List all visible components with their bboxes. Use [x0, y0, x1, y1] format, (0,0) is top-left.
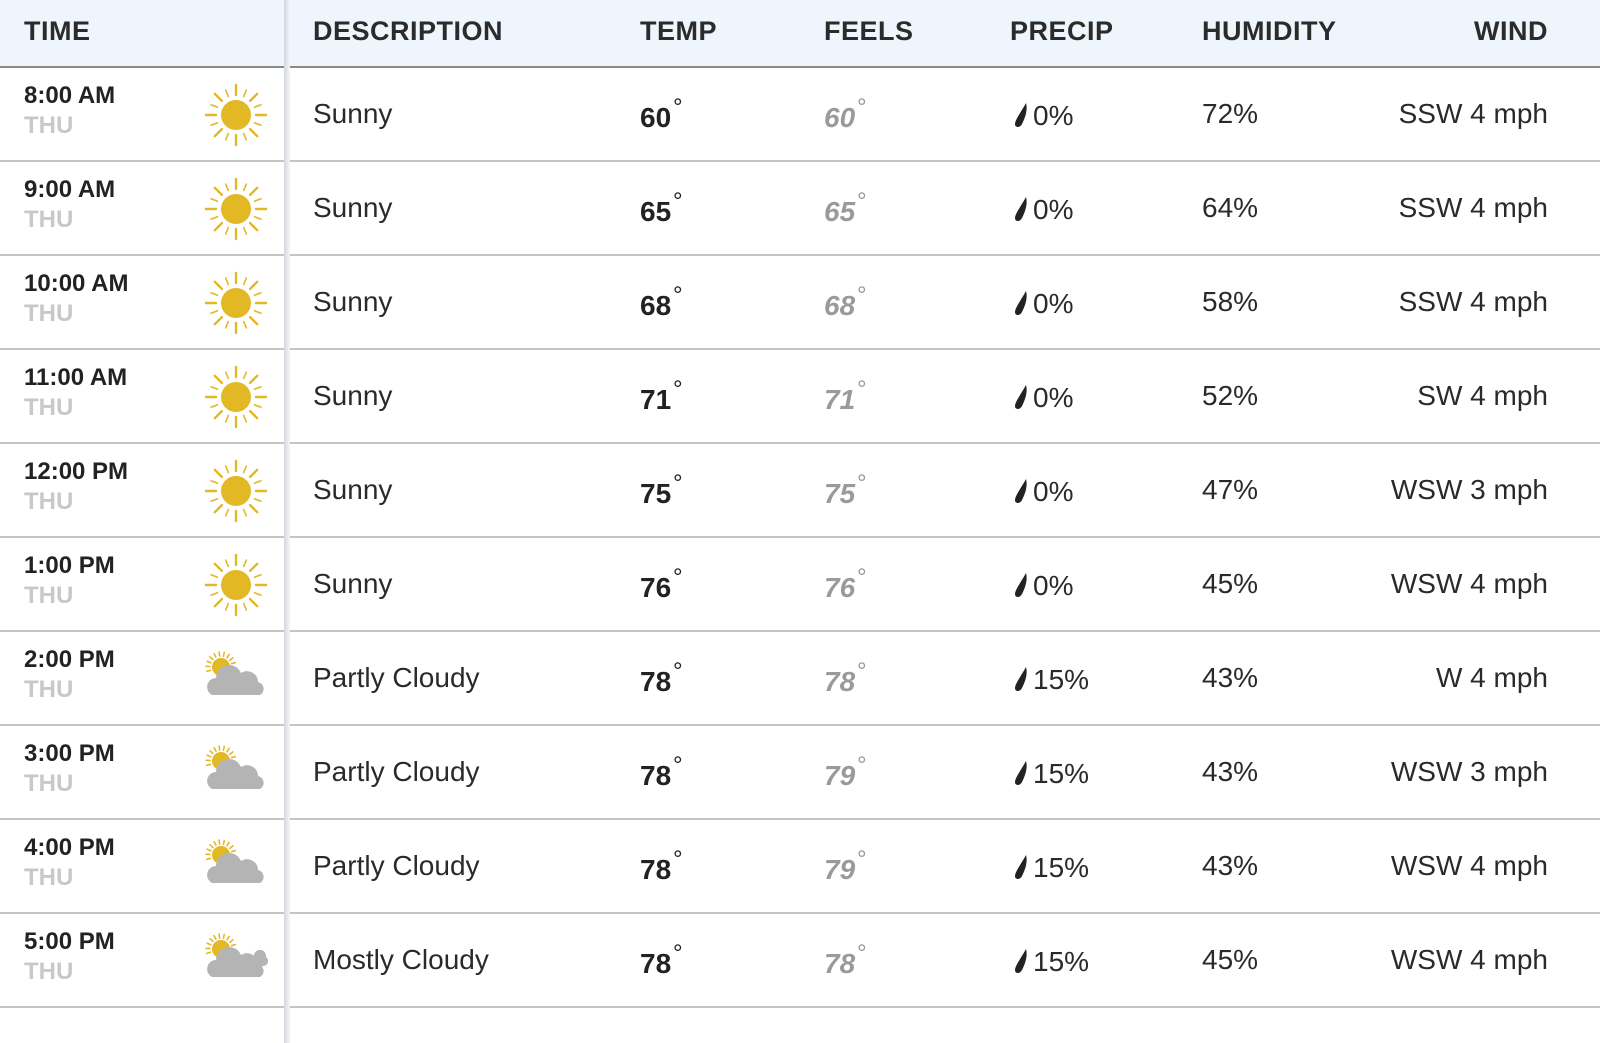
row-time: 11:00 AM: [24, 364, 128, 391]
degree-symbol: °: [857, 470, 867, 497]
row-wind: SSW 4 mph: [1398, 286, 1548, 317]
degree-symbol: °: [673, 282, 683, 309]
table-row[interactable]: [0, 914, 1600, 1008]
precip-value: 15%: [1033, 852, 1090, 883]
row-feels: [824, 94, 867, 134]
row-feels: [824, 376, 867, 416]
row-humidity: 47%: [1202, 474, 1259, 505]
header-temp[interactable]: TEMP: [640, 16, 718, 46]
degree-symbol: °: [673, 846, 683, 873]
row-precip: [1013, 758, 1089, 790]
row-precip: [1013, 100, 1073, 132]
feels-value: 68: [824, 290, 856, 321]
partly-cloudy-icon: [204, 741, 268, 805]
row-temp: [640, 752, 683, 792]
row-description: Sunny: [313, 474, 393, 505]
header-time[interactable]: TIME: [24, 16, 91, 46]
degree-symbol: °: [673, 658, 683, 685]
table-row[interactable]: [0, 256, 1600, 350]
row-time: 9:00 AM: [24, 176, 116, 203]
row-time: 5:00 PM: [24, 928, 115, 955]
row-description: Sunny: [313, 380, 393, 411]
row-precip: [1013, 382, 1073, 414]
row-feels: [824, 470, 867, 510]
row-humidity: 58%: [1202, 286, 1259, 317]
degree-symbol: °: [673, 564, 683, 591]
degree-symbol: °: [673, 188, 683, 215]
feels-value: 79: [824, 760, 856, 791]
precip-value: 0%: [1033, 570, 1074, 601]
precip-value: 0%: [1033, 100, 1074, 131]
row-day: THU: [24, 582, 74, 609]
row-time: 4:00 PM: [24, 834, 115, 861]
raindrop-icon: [1013, 384, 1033, 412]
table-row[interactable]: [0, 726, 1600, 820]
table-row[interactable]: [0, 444, 1600, 538]
degree-symbol: °: [673, 376, 683, 403]
temp-value: 65: [640, 196, 672, 227]
table-row[interactable]: [0, 820, 1600, 914]
row-description: Sunny: [313, 286, 393, 317]
feels-value: 78: [824, 666, 856, 697]
table-row[interactable]: [0, 350, 1600, 444]
degree-symbol: °: [857, 94, 867, 121]
row-feels: [824, 282, 867, 322]
table-row[interactable]: [0, 538, 1600, 632]
temp-value: 68: [640, 290, 672, 321]
temp-value: 75: [640, 478, 672, 509]
row-precip: [1013, 194, 1073, 226]
feels-value: 79: [824, 854, 856, 885]
column-separator: [284, 0, 290, 1043]
precip-value: 15%: [1033, 758, 1090, 789]
row-temp: [640, 376, 683, 416]
sunny-icon: [204, 553, 268, 617]
raindrop-icon: [1013, 854, 1033, 882]
table-row[interactable]: [0, 632, 1600, 726]
row-wind: WSW 3 mph: [1390, 474, 1548, 505]
row-humidity: 64%: [1202, 192, 1259, 223]
row-wind: WSW 3 mph: [1390, 756, 1548, 787]
degree-symbol: °: [857, 658, 867, 685]
row-humidity: 52%: [1202, 380, 1259, 411]
row-day: THU: [24, 958, 74, 985]
raindrop-icon: [1013, 666, 1033, 694]
row-wind: WSW 4 mph: [1390, 944, 1548, 975]
row-feels: [824, 940, 867, 980]
row-feels: [824, 846, 867, 886]
mostly-cloudy-icon: [204, 929, 268, 993]
row-humidity: 43%: [1202, 850, 1259, 881]
table-row[interactable]: [0, 162, 1600, 256]
row-wind: W 4 mph: [1435, 662, 1548, 693]
header-description[interactable]: DESCRIPTION: [313, 16, 504, 46]
row-time: 1:00 PM: [24, 552, 115, 579]
row-time: 2:00 PM: [24, 646, 115, 673]
row-time: 3:00 PM: [24, 740, 115, 767]
row-temp: [640, 282, 683, 322]
row-description: Mostly Cloudy: [313, 944, 489, 975]
degree-symbol: °: [857, 752, 867, 779]
row-day: THU: [24, 676, 74, 703]
sunny-icon: [204, 365, 268, 429]
precip-value: 0%: [1033, 476, 1074, 507]
temp-value: 78: [640, 948, 672, 979]
row-time: 12:00 PM: [24, 458, 129, 485]
sunny-icon: [204, 177, 268, 241]
degree-symbol: °: [673, 94, 683, 121]
header-wind[interactable]: WIND: [1474, 16, 1548, 46]
feels-value: 75: [824, 478, 856, 509]
degree-symbol: °: [857, 564, 867, 591]
partly-cloudy-icon: [204, 647, 268, 711]
row-precip: [1013, 570, 1073, 602]
header-feels[interactable]: FEELS: [824, 16, 914, 46]
row-description: Partly Cloudy: [313, 756, 480, 787]
table-header: [0, 0, 1600, 68]
raindrop-icon: [1013, 948, 1033, 976]
raindrop-icon: [1013, 290, 1033, 318]
row-temp: [640, 188, 683, 228]
row-precip: [1013, 852, 1089, 884]
row-temp: [640, 940, 683, 980]
temp-value: 78: [640, 854, 672, 885]
row-description: Sunny: [313, 568, 393, 599]
row-wind: SW 4 mph: [1417, 380, 1548, 411]
row-description: Partly Cloudy: [313, 850, 480, 881]
sunny-icon: [204, 271, 268, 335]
degree-symbol: °: [673, 752, 683, 779]
precip-value: 15%: [1033, 946, 1090, 977]
degree-symbol: °: [673, 940, 683, 967]
sunny-icon: [204, 83, 268, 147]
row-day: THU: [24, 112, 74, 139]
row-day: THU: [24, 394, 74, 421]
raindrop-icon: [1013, 478, 1033, 506]
sunny-icon: [204, 459, 268, 523]
row-humidity: 72%: [1202, 98, 1259, 129]
row-feels: [824, 564, 867, 604]
row-temp: [640, 846, 683, 886]
temp-value: 71: [640, 384, 672, 415]
raindrop-icon: [1013, 572, 1033, 600]
row-humidity: 45%: [1202, 568, 1259, 599]
degree-symbol: °: [857, 282, 867, 309]
row-description: Sunny: [313, 98, 393, 129]
row-wind: WSW 4 mph: [1390, 568, 1548, 599]
degree-symbol: °: [673, 470, 683, 497]
precip-value: 0%: [1033, 382, 1074, 413]
row-temp: [640, 470, 683, 510]
degree-symbol: °: [857, 376, 867, 403]
row-precip: [1013, 288, 1073, 320]
row-temp: [640, 94, 683, 134]
feels-value: 71: [824, 384, 856, 415]
row-day: THU: [24, 770, 74, 797]
row-precip: [1013, 664, 1089, 696]
row-precip: [1013, 476, 1073, 508]
table-body: [0, 68, 1600, 1008]
feels-value: 76: [824, 572, 856, 603]
header-precip[interactable]: PRECIP: [1010, 16, 1114, 46]
degree-symbol: °: [857, 940, 867, 967]
table-row[interactable]: [0, 68, 1600, 162]
row-description: Sunny: [313, 192, 393, 223]
header-humidity[interactable]: HUMIDITY: [1202, 16, 1337, 46]
row-wind: SSW 4 mph: [1398, 98, 1548, 129]
partly-cloudy-icon: [204, 835, 268, 899]
temp-value: 76: [640, 572, 672, 603]
row-day: THU: [24, 488, 74, 515]
degree-symbol: °: [857, 846, 867, 873]
row-wind: SSW 4 mph: [1398, 192, 1548, 223]
row-time: 8:00 AM: [24, 82, 116, 109]
row-description: Partly Cloudy: [313, 662, 480, 693]
row-temp: [640, 564, 683, 604]
precip-value: 15%: [1033, 664, 1090, 695]
row-humidity: 43%: [1202, 662, 1259, 693]
temp-value: 78: [640, 760, 672, 791]
row-feels: [824, 658, 867, 698]
feels-value: 78: [824, 948, 856, 979]
row-humidity: 43%: [1202, 756, 1259, 787]
raindrop-icon: [1013, 102, 1033, 130]
raindrop-icon: [1013, 196, 1033, 224]
row-day: THU: [24, 864, 74, 891]
row-precip: [1013, 946, 1089, 978]
degree-symbol: °: [857, 188, 867, 215]
feels-value: 65: [824, 196, 856, 227]
temp-value: 78: [640, 666, 672, 697]
precip-value: 0%: [1033, 288, 1074, 319]
row-time: 10:00 AM: [24, 270, 129, 297]
row-day: THU: [24, 206, 74, 233]
row-humidity: 45%: [1202, 944, 1259, 975]
row-day: THU: [24, 300, 74, 327]
row-temp: [640, 658, 683, 698]
feels-value: 60: [824, 102, 856, 133]
raindrop-icon: [1013, 760, 1033, 788]
precip-value: 0%: [1033, 194, 1074, 225]
row-feels: [824, 752, 867, 792]
row-feels: [824, 188, 867, 228]
row-wind: WSW 4 mph: [1390, 850, 1548, 881]
temp-value: 60: [640, 102, 672, 133]
